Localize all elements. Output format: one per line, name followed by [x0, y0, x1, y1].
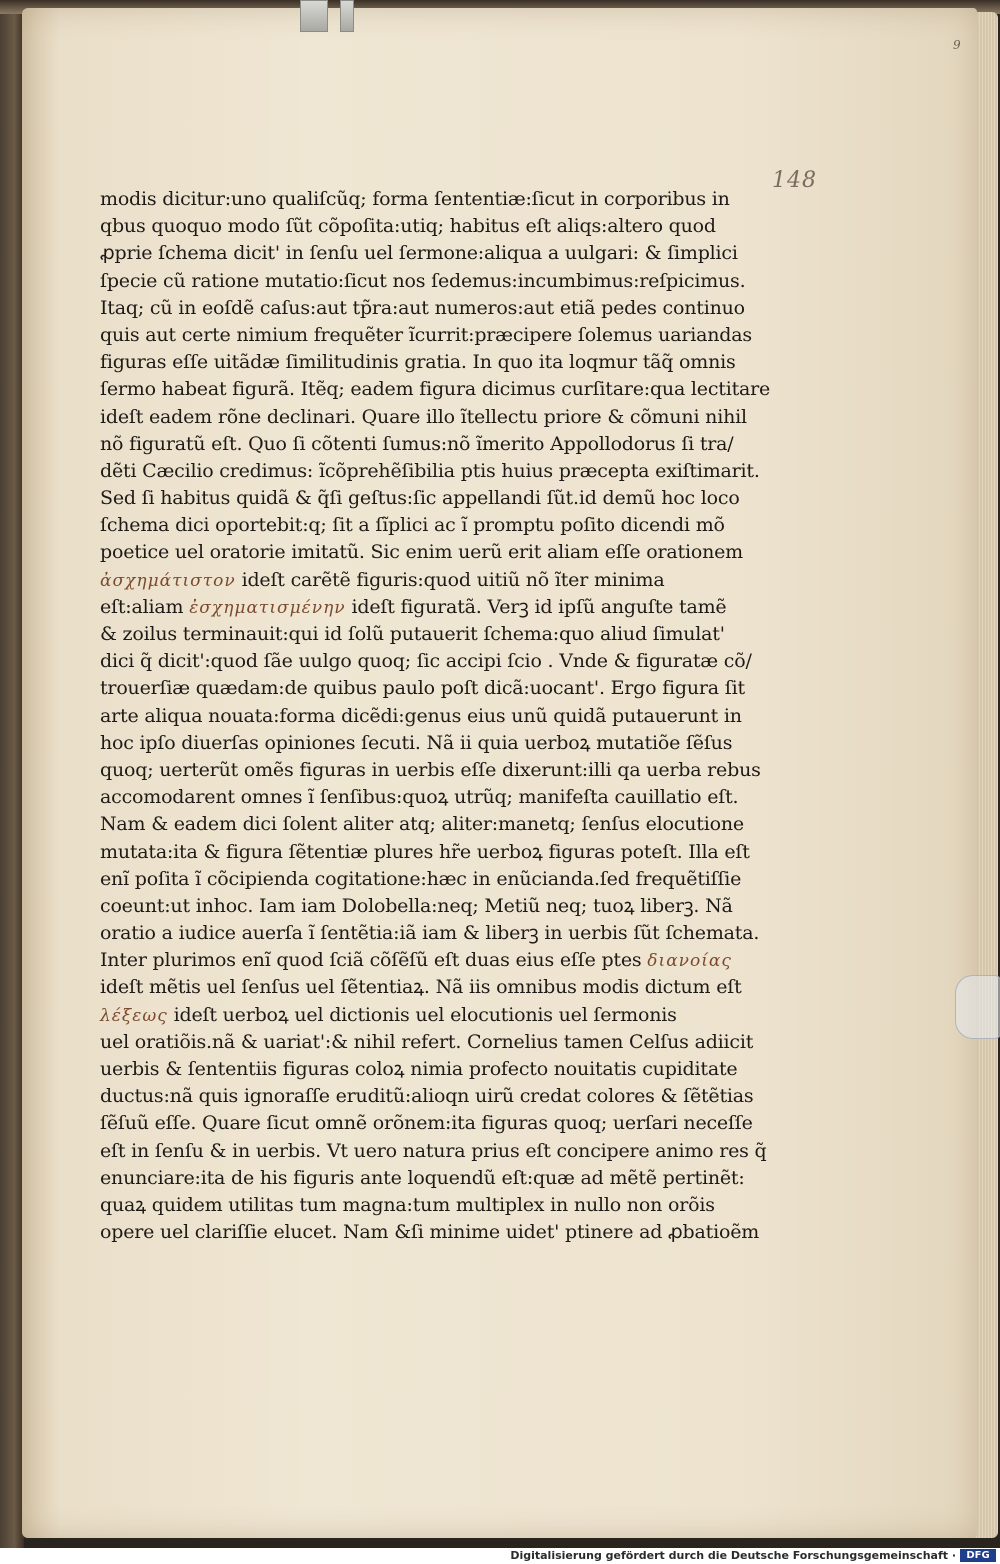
- dfg-logo: DFG: [960, 1549, 996, 1562]
- text-line: [100, 784, 739, 811]
- text-line: [100, 485, 740, 512]
- line-text-pre: ſchema dici oportebit:q; ſit a ſĩplici ac ĩ promptu poſito dicendi mõ: [100, 514, 725, 537]
- line-text-pre: dici q̃ dicit':quod ſãe uulgo quoq; ſic accipi ſcio . Vnde & figuratæ cõ/: [100, 650, 752, 673]
- line-text-pre: ſẽſuũ eſſe. Quare ſicut omnẽ orõnem:ita figuras quoq; uerſari neceſſe: [100, 1112, 753, 1135]
- corner-mark: 9: [953, 38, 961, 52]
- text-line: [100, 213, 720, 240]
- book-clip-secondary: [340, 0, 354, 32]
- text-line: [100, 1056, 738, 1083]
- text-line: [100, 594, 727, 621]
- text-line: [100, 893, 733, 920]
- text-line: [100, 730, 733, 757]
- line-text-pre: quis aut certe nimium frequẽter ĩcurrit:præcipere ſolemus uariandas: [100, 323, 752, 346]
- line-text-pre: eſt in ſenſu & in uerbis. Vt uero natura prius eſt concipere animo res q̃: [100, 1139, 767, 1162]
- text-line: [100, 186, 730, 213]
- line-text-pre: nõ figuratũ eſt. Quo ſi cõtenti ſumus:nõ ĩmerito Appollodorus ſi tra/: [100, 432, 734, 455]
- line-text-pre: ꝓprie ſchema dicit' in ſenſu uel ſermone:aliqua a uulgari: & ſimplici: [100, 242, 738, 265]
- line-text-pre: accomodarent omnes ĩ ſenſibus:quoꝝ utrũq; manifeſta cauillatio eſt.: [100, 786, 739, 809]
- line-text-pre: uerbis & ſententiis figuras coloꝝ nimia profecto nouitatis cupiditate: [100, 1058, 738, 1080]
- text-line: [100, 1138, 767, 1165]
- line-text-pre: poetice uel oratorie imitatũ. Sic enim uerũ erit aliam eſſe orationem: [100, 541, 743, 564]
- line-text-pre: qbus quoquo modo ſũt cõpoſita:utiq; habitus eſt aliqs:altero quod: [100, 215, 716, 238]
- text-line: [100, 1110, 753, 1137]
- greek-gloss: ἐσχηματισμένην: [189, 597, 346, 618]
- line-text-pre: enunciare:ita de his figuris ante loquendũ eſt:quæ ad mẽtẽ pertinẽt:: [100, 1166, 745, 1189]
- greek-gloss: ἀσχημάτιστον: [100, 570, 236, 591]
- text-line: [100, 567, 720, 594]
- text-line: [100, 920, 760, 947]
- text-line: [100, 974, 742, 1001]
- text-line: [100, 1192, 720, 1219]
- greek-gloss: διανοίας: [647, 951, 732, 972]
- text-line: [100, 349, 736, 376]
- text-line: [100, 458, 760, 485]
- text-line: [100, 839, 750, 866]
- line-text-pre: ductus:nã quis ignoraſſe eruditũ:alioqn uirũ credat colores & ſẽtẽtias: [100, 1085, 754, 1108]
- text-line: [100, 404, 747, 431]
- line-text-pre: quoq; uerterũt omẽs figuras in uerbis eſſe dixerunt:illi qa uerba rebus: [100, 758, 761, 781]
- line-text-pre: mutata:ita & figura ſẽtentiæ plures hr̃e uerboꝝ figuras poteſt. Illa eſt: [100, 840, 750, 863]
- book-cover-edge: [0, 0, 24, 1548]
- line-text-pre: oratio a iudice auerſa ĩ ſentẽtia:iã iam & liberꝫ in uerbis ſũt ſchemata.: [100, 922, 760, 945]
- line-text-pre: Inter plurimos enĩ quod ſciã cõſẽſũ eſt duas eius eſſe ptes: [100, 949, 648, 972]
- line-text-pre: Sed ſi habitus quidã & q̃ſi geſtus:ſic appellandi ſũt.id demũ hoc loco: [100, 487, 740, 510]
- text-line: [100, 376, 771, 403]
- text-line: [100, 1083, 754, 1110]
- text-line: [100, 539, 743, 566]
- greek-gloss: λέξεως: [100, 1005, 168, 1026]
- text-line: [100, 240, 738, 267]
- text-line: [100, 811, 744, 838]
- line-text-pre: eſt:aliam: [100, 595, 190, 618]
- text-line: [100, 295, 745, 322]
- line-text-pre: ideſt eadem rõne declinari. Quare illo ĩtellectu priore & cõmuni nihil: [100, 405, 747, 428]
- text-block: [100, 186, 771, 1246]
- text-line: [100, 268, 746, 295]
- line-text-post: ideſt uerboꝝ uel dictionis uel elocutionis uel ſermonis: [167, 1003, 677, 1026]
- bookmark-tab: [955, 975, 1000, 1039]
- line-text-pre: trouerſiæ quædam:de quibus paulo poſt dicã:uocant'. Ergo figura ſit: [100, 677, 745, 700]
- text-line: [100, 1219, 760, 1246]
- line-text-pre: ſpecie cũ ratione mutatio:ſicut nos ſedemus:incumbimus:reſpicimus.: [100, 269, 746, 292]
- line-text-pre: ſermo habeat figurã. Itẽq; eadem figura dicimus curſitare:qua lectitare: [100, 378, 771, 401]
- footer-credit: Digitalisierung gefördert durch die Deutsche Forschungsgemeinschaft ·: [510, 1549, 956, 1562]
- line-text-pre: Itaq; cũ in eoſdẽ caſus:aut tp̃ra:aut numeros:aut etiã pedes continuo: [100, 296, 745, 319]
- line-text-pre: arte aliqua nouata:forma dicẽdi:genus eius unũ quidã putauerunt in: [100, 704, 742, 727]
- text-line: [100, 1029, 754, 1056]
- text-line: [100, 431, 734, 458]
- text-line: [100, 866, 742, 893]
- line-text-pre: opere uel clariſſie elucet. Nam &ſi minime uidet' ptinere ad ꝓbatioẽm: [100, 1221, 760, 1244]
- line-text-pre: uel oratiõis.nã & uariat':& nihil refert. Cornelius tamen Celſus adiicit: [100, 1030, 754, 1053]
- text-line: [100, 703, 742, 730]
- text-line: [100, 947, 732, 974]
- text-line: [100, 322, 752, 349]
- line-text-pre: modis dicitur:uno qualiſcũq; forma ſententiæ:ſicut in corporibus in: [100, 188, 730, 210]
- text-line: [100, 512, 725, 539]
- line-text-pre: ideſt mẽtis uel ſenſus uel ſẽtentiaꝝ. Nã iis omnibus modis dictum eſt: [100, 976, 742, 999]
- text-line: [100, 621, 725, 648]
- text-line: [100, 675, 745, 702]
- text-line: [100, 1165, 745, 1192]
- book-clip: [300, 0, 328, 32]
- line-text-pre: hoc ipſo diuerſas opiniones ſecuti. Nã ii quia uerboꝝ mutatiõe ſẽſus: [100, 731, 733, 754]
- line-text-pre: dẽti Cæcilio credimus: ĩcõprehẽſibilia ptis huius præcepta exiſtimarit.: [100, 459, 760, 482]
- line-text-pre: quaꝝ quidem utilitas tum magna:tum multiplex in nullo non orõis: [100, 1193, 715, 1216]
- text-line: [100, 648, 752, 675]
- line-text-pre: figuras eſſe uitãdæ ſimilitudinis gratia. In quo ita loqmur tãq̃ omnis: [100, 351, 736, 374]
- line-text-post: ideſt figuratã. Verꝫ id ipſũ anguſte tamẽ: [345, 595, 727, 618]
- line-text-pre: coeunt:ut inhoc. Iam iam Dolobella:neq; Metiũ neq; tuoꝝ liberꝫ. Nã: [100, 894, 733, 917]
- text-line: [100, 757, 761, 784]
- line-text-pre: enĩ poſita ĩ cõcipienda cogitatione:hæc in enũcianda.ſed frequẽtiſſie: [100, 867, 742, 890]
- folio-number: 148: [772, 168, 817, 193]
- line-text-pre: & zoilus terminauit:qui id ſolũ putauerit ſchema:quo aliud ſimulat': [100, 623, 725, 645]
- line-text-pre: Nam & eadem dici ſolent aliter atq; aliter:manetq; ſenſus elocutione: [100, 813, 744, 836]
- text-line: [100, 1002, 720, 1029]
- line-text-post: ideſt carẽtẽ figuris:quod uitiũ nõ ĩter minima: [235, 568, 665, 591]
